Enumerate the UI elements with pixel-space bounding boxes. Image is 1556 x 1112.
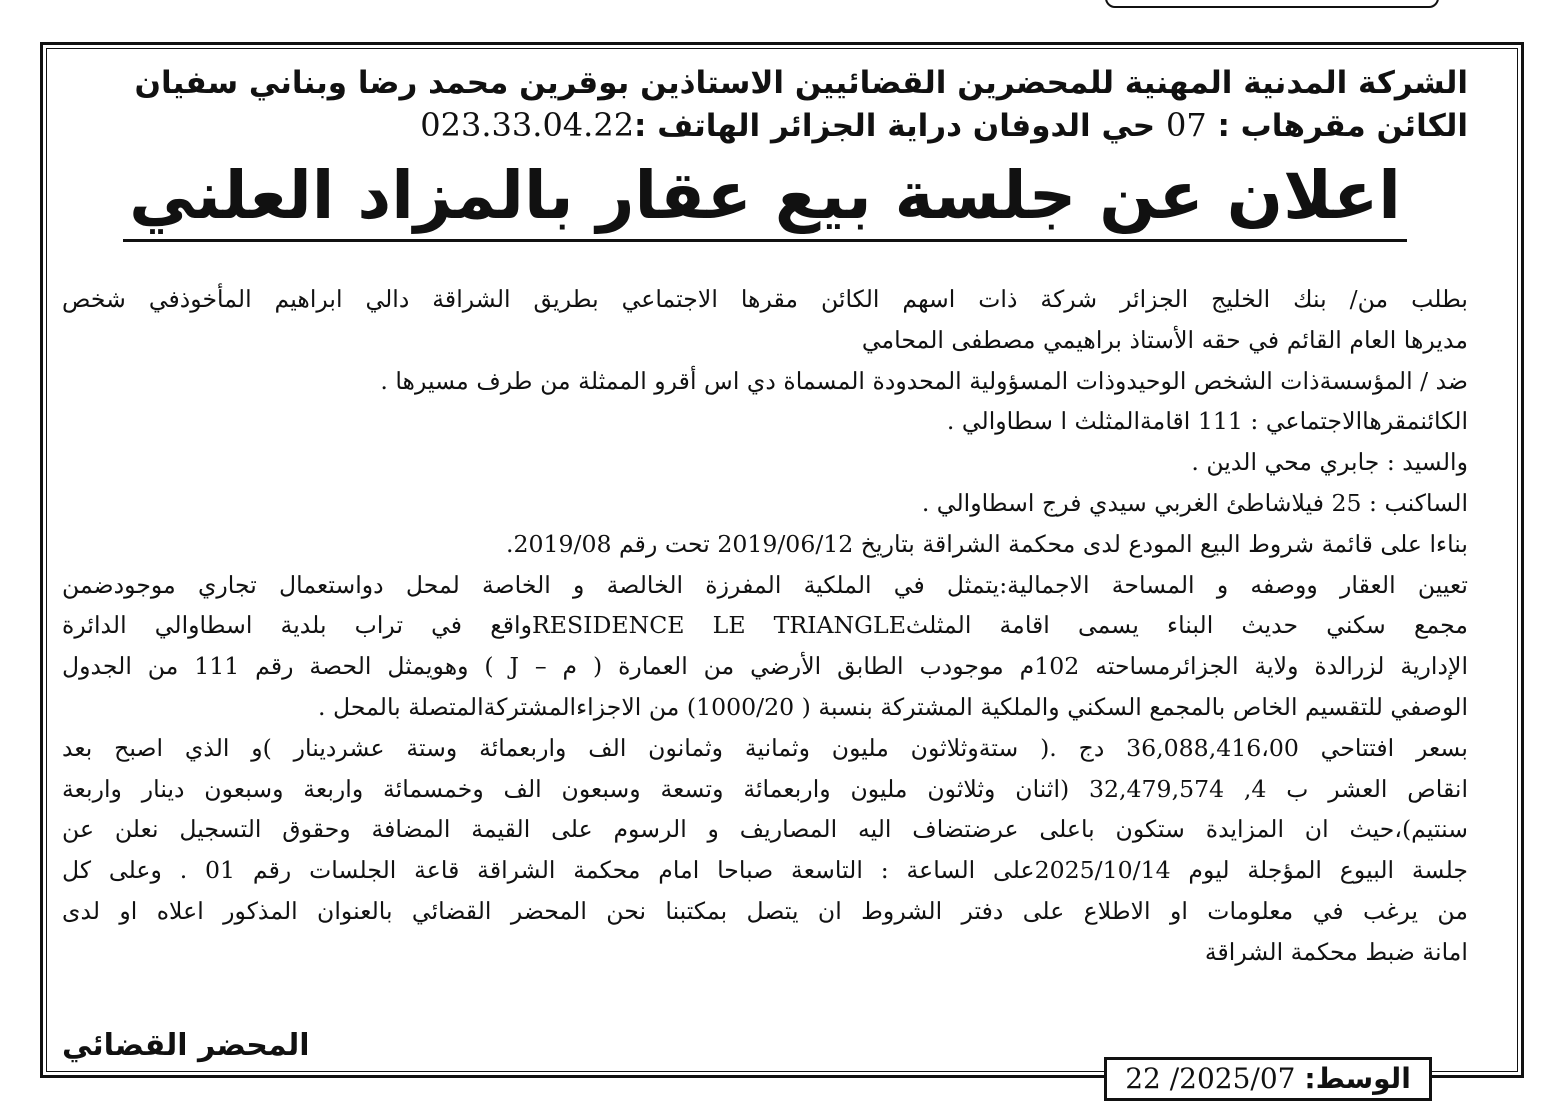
newspaper-label: الوسط: <box>1304 1062 1411 1095</box>
company-name: الشركة المدنية المهنية للمحضرين القضائيين الاستاذين بوقرين محمد رضا وبناني سفيان <box>134 65 1468 101</box>
body-line: جلسة البيوع المؤجلة ليوم 2025/10/14على الساعة : التاسعة صباحا امام محكمة الشراقة قاعة الجلسات رقم 01 . وعلى كل <box>62 856 1468 885</box>
body-line: الوصفي للتقسيم الخاص بالمجمع السكني والملكية المشتركة بنسبة ( 1000/20) من الاجزاءالمشتركةالمتصلة بالمحل . <box>318 692 1468 721</box>
body-line: الساكنب : 25 فيلاشاطئ الغربي سيدي فرج اسطاوالي . <box>921 488 1468 517</box>
announcement-body <box>62 279 1468 973</box>
newspaper-date-box <box>1104 1057 1432 1101</box>
title-wrap <box>62 157 1468 257</box>
body-line: والسيد : جابري محي الدين . <box>1191 448 1468 477</box>
body-line: تعيين العقار ووصفه و المساحة الاجمالية:يتمثل في الملكية المفرزة الخالصة و الخاصة لمحل دواستعمال تجاري موجودضمن <box>62 570 1468 599</box>
phone-number: 023.33.04.22 <box>420 106 635 144</box>
body-line: امانة ضبط محكمة الشراقة <box>1204 937 1468 966</box>
body-line: انقاص العشر ب 4, 32,479,574 (اثنان وثلاثون مليون واربعمائة وتسعة وسبعون الف وخمسمائة واربعة وسبعون دينار واربعة <box>62 774 1469 803</box>
announcement-title: اعلان عن جلسة بيع عقار بالمزاد العلني <box>123 157 1407 242</box>
body-line: مجمع سكني حديث البناء يسمى اقامة المثلثRESIDENCE LE TRIANGLEواقع في تراب بلدية اسطاوالي الدائرة <box>62 611 1469 640</box>
announcement-content <box>62 62 1468 973</box>
top-tab-decoration <box>1105 0 1439 8</box>
address-number: 07 <box>1165 106 1207 144</box>
body-line: الكائنمقرهاالاجتماعي : 111 اقامةالمثلث ا سطاوالي . <box>946 407 1468 436</box>
address-text: حي الدوفان دراية الجزائر الهاتف : <box>634 108 1156 144</box>
body-line: بسعر افتتاحي 36,088,416،00 دج .( ستةوثلاثون مليون وثمانية وثمانون الف واربعمائة وستة عشردينار )و الذي اصبح بعد <box>62 733 1468 762</box>
signature: المحضر القضائي <box>62 1028 310 1063</box>
body-line: بطلب من/ بنك الخليج الجزائر شركة ذات اسهم الكائن مقرها الاجتماعي بطريق الشراقة دالي ابراهيم المأخوذفي شخص <box>62 285 1468 313</box>
address-label: الكائن مقرهاب : <box>1217 108 1468 144</box>
body-line: سنتيم)،حيث ان المزايدة ستكون باعلى عرضتضاف اليه المصاريف و الرسوم على القيمة المضافة وحقوق التسجيل نعلن عن <box>62 815 1468 844</box>
body-line: من يرغب في معلومات او الاطلاع على دفتر الشروط ان يتصل بمكتبنا نحن المحضر القضائي بالعنوان المذكور اعلاه او لدى <box>62 896 1468 925</box>
body-line: الإدارية لزرالدة ولاية الجزائرمساحته 102م موجودب الطابق الأرضي من العمارة ( م – J ) وهويمثل الحصة رقم 111 من الجدول <box>62 652 1468 681</box>
company-address <box>62 104 1468 147</box>
body-line: ضد / المؤسسةذات الشخص الوحيدوذات المسؤولية المحدودة المسماة دي اس أقرو الممثلة من طرف مسيرها . <box>380 366 1468 395</box>
body-line: مديرها العام القائم في حقه الأستاذ براهيمي مصطفى المحامي <box>861 325 1468 354</box>
body-line: بناءا على قائمة شروط البيع المودع لدى محكمة الشراقة بتاريخ 2019/06/12 تحت رقم 2019/08. <box>505 529 1468 558</box>
publication-date: 2025/07/ 22 <box>1125 1062 1296 1095</box>
